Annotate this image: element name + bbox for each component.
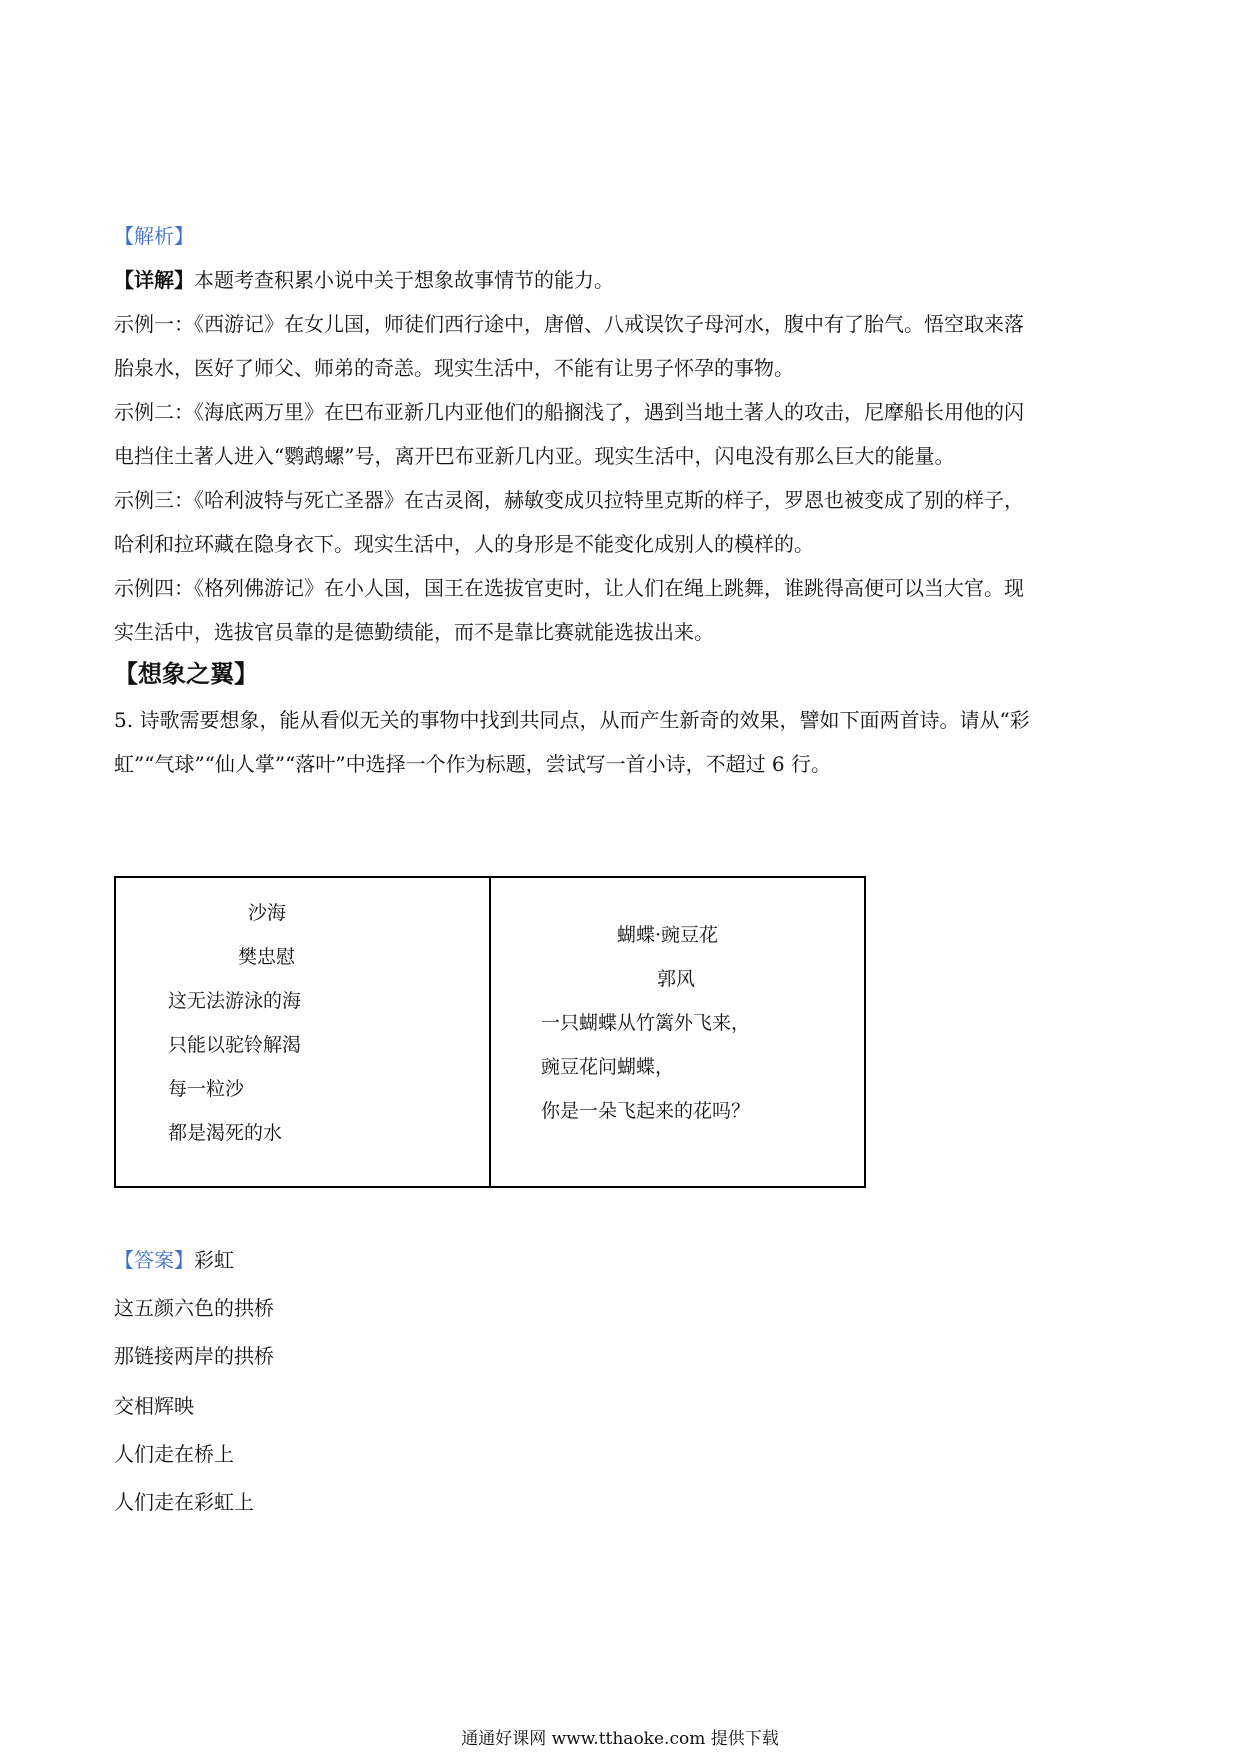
example-2-line-2: 电挡住土著人进入“鹦鹉螺”号，离开巴布亚新几内亚。现实生活中，闪电没有那么巨大的能量。 — [114, 444, 955, 468]
poem-table — [114, 876, 866, 1188]
poem-right-line-2: 豌豆花问蝴蝶， — [541, 1056, 675, 1078]
poem-left-cell — [115, 877, 490, 1187]
poem-left-line-2: 只能以驼铃解渴 — [168, 1034, 302, 1056]
example-3-line-2: 哈利和拉环藏在隐身衣下。现实生活中，人的身形是不能变化成别人的模样的。 — [114, 532, 814, 556]
example-2-line-1: 示例二：《海底两万里》在巴布亚新几内亚他们的船搁浅了，遇到当地土著人的攻击，尼摩船长用他的闪 — [114, 400, 1024, 424]
answer-tag: 【答案】 — [114, 1248, 194, 1272]
question-line-2: 虹”“气球”“仙人掌”“落叶”中选择一个作为标题，尝试写一首小诗，不超过 6 行。 — [114, 752, 832, 776]
answer-line-4: 人们走在桥上 — [114, 1442, 234, 1466]
poem-left-title: 沙海 — [248, 902, 287, 924]
poem-right-line-1: 一只蝴蝶从竹篱外飞来， — [541, 1012, 751, 1034]
poem-right-title: 蝴蝶·豌豆花 — [617, 924, 719, 946]
example-1-line-2: 胎泉水，医好了师父、师弟的奇恙。现实生活中，不能有让男子怀孕的事物。 — [114, 356, 794, 380]
answer-heading — [114, 1246, 234, 1274]
answer-line-1: 这五颜六色的拱桥 — [114, 1296, 274, 1320]
answer-title: 彩虹 — [194, 1248, 234, 1272]
example-3-line-1: 示例三：《哈利波特与死亡圣器》在古灵阁，赫敏变成贝拉特里克斯的样子，罗恩也被变成了别的样子， — [114, 488, 1024, 512]
detail-tag: 【详解】 — [114, 268, 194, 292]
poem-right-author: 郭风 — [657, 968, 696, 990]
example-4-line-2: 实生活中，选拔官员靠的是德勤绩能，而不是靠比赛就能选拔出来。 — [114, 620, 714, 644]
question-line-1: 5. 诗歌需要想象，能从看似无关的事物中找到共同点，从而产生新奇的效果，譬如下面两首诗。请从“彩 — [114, 708, 1030, 732]
poem-right-cell — [490, 877, 865, 1187]
section-heading: 【想象之翼】 — [114, 659, 258, 688]
example-4-line-1: 示例四：《格列佛游记》在小人国，国王在选拔官吏时，让人们在绳上跳舞，谁跳得高便可以当大官。现 — [114, 576, 1024, 600]
answer-line-3: 交相辉映 — [114, 1394, 194, 1418]
poem-left-line-3: 每一粒沙 — [168, 1078, 245, 1100]
detail-text: 本题考查积累小说中关于想象故事情节的能力。 — [194, 268, 614, 292]
poem-left-line-1: 这无法游泳的海 — [168, 990, 302, 1012]
answer-line-2: 那链接两岸的拱桥 — [114, 1344, 274, 1368]
example-1-line-1: 示例一：《西游记》在女儿国，师徒们西行途中，唐僧、八戒误饮子母河水，腹中有了胎气。悟空取来落 — [114, 312, 1024, 336]
answer-line-5: 人们走在彩虹上 — [114, 1490, 254, 1514]
poem-right-line-3: 你是一朵飞起来的花吗？ — [541, 1100, 751, 1122]
poem-left-line-4: 都是渴死的水 — [168, 1122, 283, 1144]
detail-paragraph — [114, 266, 614, 294]
analysis-tag: 【解析】 — [114, 224, 194, 248]
poem-left-author: 樊忠慰 — [238, 946, 296, 968]
page-footer: 通通好课网 www.tthaoke.com 提供下载 — [461, 1729, 779, 1749]
